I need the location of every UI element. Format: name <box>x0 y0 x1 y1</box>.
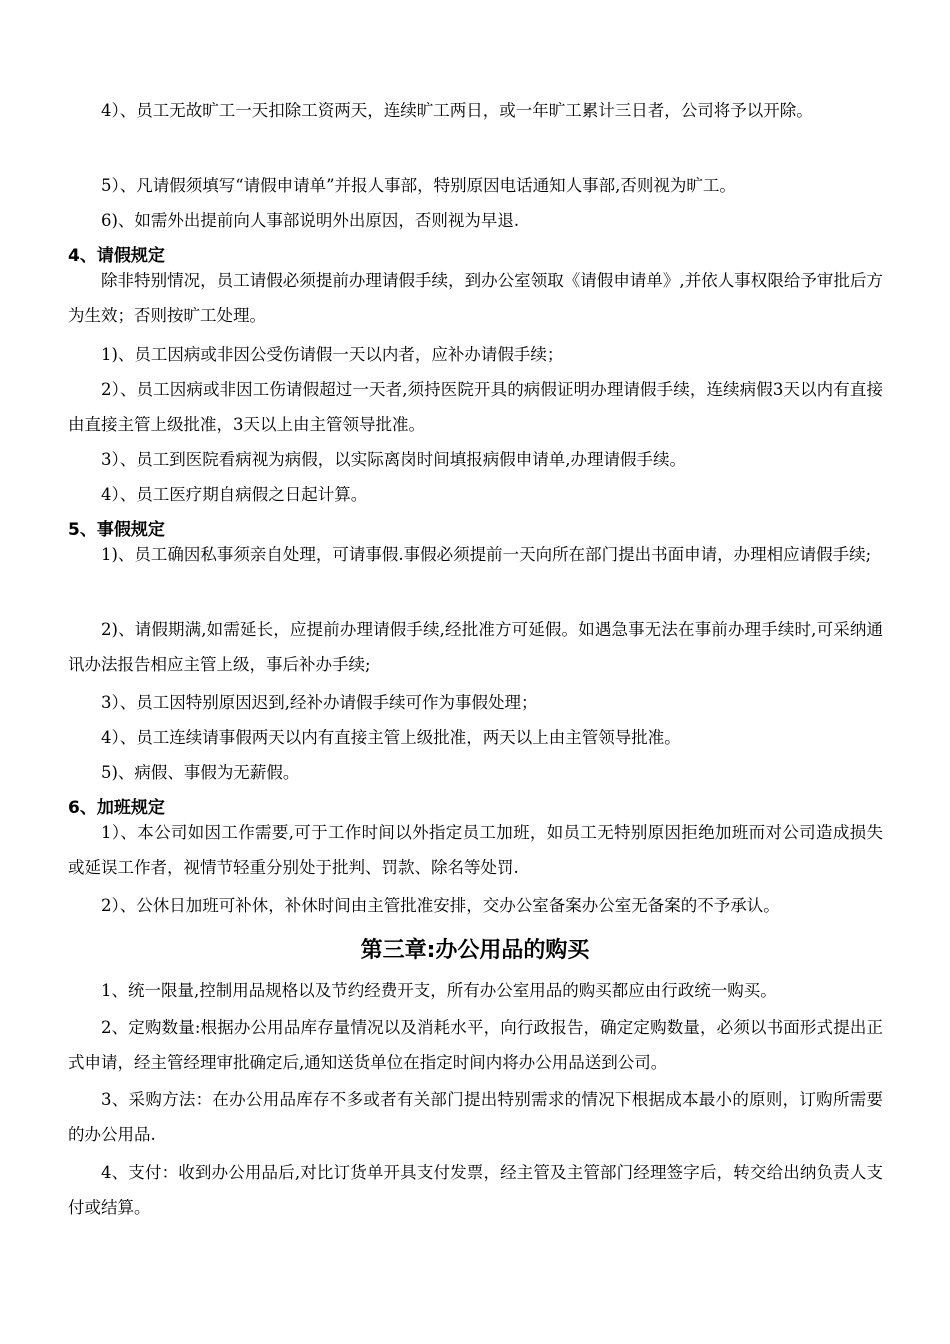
section-heading-leave: 4、请假规定 <box>68 246 165 266</box>
paragraph-purchase-4: 4、支付：收到办公用品后,对比订货单开具支付发票，经主管及主管部门经理签字后，转交给出纳负责人支付或结算。 <box>68 1163 883 1217</box>
paragraph-personal-2: 2)、请假期满,如需延长，应提前办理请假手续,经批准方可延假。如遇急事无法在事前办理手续时,可采纳通讯办法报告相应主管上级，事后补办手续; <box>68 620 883 674</box>
paragraph-absence-6: 6)、如需外出提前向人事部说明外出原因，否则视为早退. <box>101 211 520 230</box>
paragraph-purchase-1: 1、统一限量,控制用品规格以及节约经费开支，所有办公室用品的购买都应由行政统一购买。 <box>101 981 777 1000</box>
section-heading-personal-leave: 5、事假规定 <box>68 520 165 540</box>
paragraph-leave-3: 3）、员工到医院看病视为病假，以实际离岗时间填报病假申请单,办理请假手续。 <box>101 450 686 469</box>
paragraph-personal-3: 3）、员工因特别原因迟到,经补办请假手续可作为事假处理； <box>101 693 538 712</box>
section-heading-overtime: 6、加班规定 <box>68 798 165 818</box>
paragraph-absence-4: 4）、员工无故旷工一天扣除工资两天，连续旷工两日，或一年旷工累计三日者，公司将予以开除。 <box>101 101 813 120</box>
paragraph-purchase-2: 2、定购数量:根据办公用品库存量情况以及消耗水平，向行政报告，确定定购数量，必须以书面形式提出正式申请，经主管经理审批确定后,通知送货单位在指定时间内将办公用品送到公司。 <box>68 1018 883 1072</box>
paragraph-purchase-3: 3、采购方法：在办公用品库存不多或者有关部门提出特别需求的情况下根据成本最小的原则，订购所需要的办公用品. <box>68 1090 883 1144</box>
paragraph-leave-2: 2）、员工因病或非因工伤请假超过一天者,须持医院开具的病假证明办理请假手续，连续病假3天以内有直接由直接主管上级批准，3天以上由主管领导批准。 <box>68 380 883 434</box>
paragraph-absence-5: 5）、凡请假须填写“请假申请单”并报人事部，特别原因电话通知人事部,否则视为旷工。 <box>101 176 736 195</box>
paragraph-personal-4: 4）、员工连续请事假两天以内有直接主管上级批准，两天以上由主管领导批准。 <box>101 728 681 747</box>
paragraph-personal-5: 5)、病假、事假为无薪假。 <box>101 763 300 782</box>
paragraph-personal-1: 1)、员工确因私事须亲自处理，可请事假.事假必须提前一天向所在部门提出书面申请，办理相应请假手续; <box>101 545 872 564</box>
paragraph-overtime-1: 1）、本公司如因工作需要,可于工作时间以外指定员工加班，如员工无特别原因拒绝加班而对公司造成损失或延误工作者，视情节轻重分别处于批判、罚款、除名等处罚. <box>68 823 883 877</box>
paragraph-overtime-2: 2）、公休日加班可补休，补休时间由主管批准安排，交办公室备案办公室无备案的不予承认。 <box>101 896 780 915</box>
paragraph-leave-intro: 除非特别情况，员工请假必须提前办理请假手续，到办公室领取《请假申请单》,并依人事权限给予审批后方为生效；否则按旷工处理。 <box>68 271 883 325</box>
paragraph-leave-4: 4）、员工医疗期自病假之日起计算。 <box>101 485 368 504</box>
paragraph-leave-1: 1)、员工因病或非因公受伤请假一天以内者，应补办请假手续； <box>101 345 564 364</box>
chapter-title: 第三章:办公用品的购买 <box>360 938 590 963</box>
